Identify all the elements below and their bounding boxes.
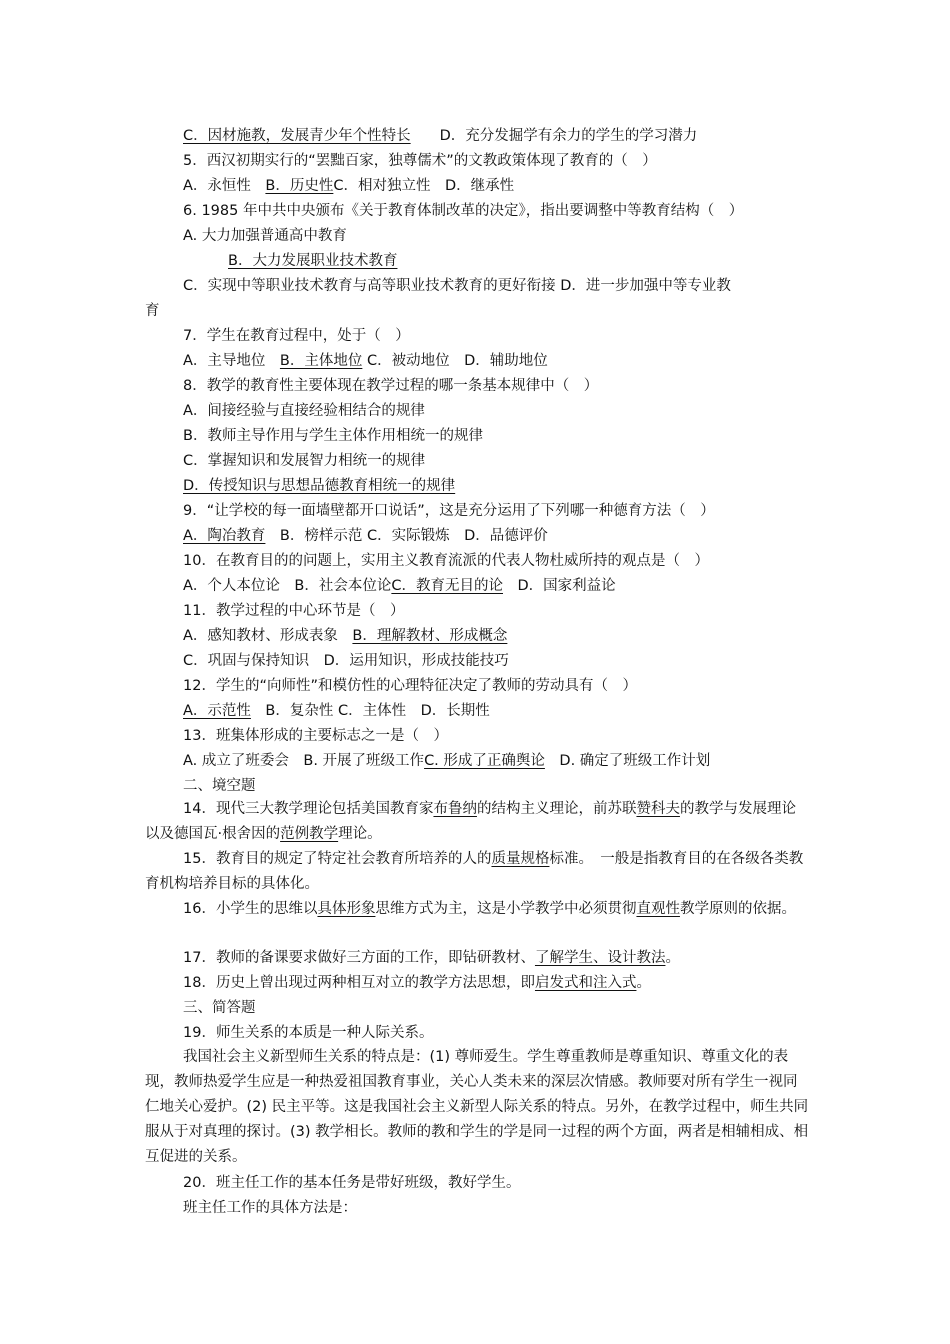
- q12-option-a-answer: A．示范性: [183, 703, 251, 719]
- q6-stem: 6. 1985 年中共中央颁布《关于教育体制改革的决定》，指出要调整中等教育结构（ ）: [183, 203, 744, 219]
- q7-options-line: [183, 351, 548, 371]
- q8-stem: 8．教学的教育性主要体现在教学过程的哪一条基本规律中（ ）: [183, 378, 599, 394]
- q12-option-bcd: B．复杂性 C．主体性 D．长期性: [250, 703, 490, 719]
- q16-answer-1: 具体形象: [317, 901, 376, 917]
- q5-options-line: [183, 176, 514, 196]
- q7-option-b-answer: B．主体地位: [279, 353, 363, 369]
- q8-option-d-answer: D．传授知识与思想品德教育相统一的规律: [183, 478, 456, 494]
- q15-paragraph: 15．教育目的规定了特定社会教育所培养的人的质量规格标准。 一般是指教育目的在各级各类教育机构培养目标的具体化。: [145, 851, 804, 892]
- q20-answer-body: 班主任工作的具体方法是：: [183, 1200, 357, 1216]
- q9-option-a-answer: A．陶冶教育: [183, 528, 266, 544]
- section-2-heading: 二、境空题: [183, 778, 256, 794]
- q5-option-cd: C．相对独立性 D．继承性: [333, 178, 515, 194]
- q13-option-c-answer: C. 形成了正确舆论: [424, 753, 545, 769]
- q17-line: 17．教师的备课要求做好三方面的工作，即钻研教材、了解学生、设计教法。: [183, 950, 680, 966]
- q9-option-bcd: B．榜样示范 C．实际锻炼 D．品德评价: [265, 528, 548, 544]
- q5-option-a: A．永恒性: [183, 178, 266, 194]
- q6-option-cd: C．实现中等职业技术教育与高等职业技术教育的更好衔接 D．进一步加强中等专业教: [183, 278, 731, 294]
- q10-option-c-answer: C．教育无目的论: [391, 578, 503, 594]
- q19-answer-body: 我国社会主义新型师生关系的特点是：(1) 尊师爱生。学生尊重教师是尊重知识、尊重文化的表现，教师热爱学生应是一种热爱祖国教育事业，关心人类未来的深层次情感。教师要对所有学生一视同仁地关心爱护。(2) 民主平等。这是我国社会主义新型人际关系的特点。另外，在教学过程中，师生共同服从于对真理的探讨。(3) 教学相长。教师的教和学生的学是同一过程的两个方面，两者是相辅相成、相互促进的关系。: [145, 1049, 809, 1165]
- q8-option-c: C．掌握知识和发展智力相统一的规律: [183, 453, 426, 469]
- q13-stem: 13．班集体形成的主要标志之一是（ ）: [183, 728, 448, 744]
- q6-option-b-answer: B．大力发展职业技术教育: [228, 253, 398, 269]
- q10-option-ab: A．个人本位论 B．社会本位论: [183, 578, 392, 594]
- q8-option-a: A．间接经验与直接经验相结合的规律: [183, 403, 425, 419]
- q10-options-line: [183, 576, 616, 596]
- section-3-heading: 三、简答题: [183, 1000, 256, 1016]
- q18-line: 18．历史上曾出现过两种相互对立的教学方法思想，即启发式和注入式。: [183, 975, 651, 991]
- q9-stem: 9．“让学校的每一面墙壁都开口说话”，这是充分运用了下列哪一种德育方法（ ）: [183, 503, 715, 519]
- q11-stem: 11．教学过程的中心环节是（ ）: [183, 603, 405, 619]
- q7-stem: 7．学生在教育过程中，处于（ ）: [183, 328, 410, 344]
- q12-options-line: [183, 701, 490, 721]
- q8-option-b: B．教师主导作用与学生主体作用相统一的规律: [183, 428, 483, 444]
- q11-option-cd: C．巩固与保持知识 D．运用知识，形成技能技巧: [183, 653, 509, 669]
- q5-option-b-answer: B．历史性: [265, 178, 334, 194]
- q17-answer: 了解学生、设计教法: [534, 950, 666, 966]
- q4-option-c-answer: C．因材施教，发展青少年个性特长: [183, 128, 411, 144]
- q16-answer-2: 直观性: [636, 901, 680, 917]
- q10-stem: 10．在教育目的的问题上，实用主义教育流派的代表人物杜威所持的观点是（ ）: [183, 553, 709, 569]
- q12-stem: 12．学生的“向师性”和模仿性的心理特征决定了教师的劳动具有（ ）: [183, 678, 637, 694]
- q19-stem: 19．师生关系的本质是一种人际关系。: [183, 1025, 434, 1041]
- q15-answer: 质量规格: [491, 851, 550, 867]
- q14-answer-2: 赞科夫: [636, 801, 680, 817]
- q11-option-a: A．感知教材、形成表象: [183, 628, 353, 644]
- q9-options-line: [183, 526, 548, 546]
- q13-option-d: D. 确定了班级工作计划: [544, 753, 711, 769]
- q5-stem: 5．西汉初期实行的“罢黜百家，独尊儒术”的文教政策体现了教育的（ ）: [183, 153, 657, 169]
- q7-option-cd: C．被动地位 D．辅助地位: [362, 353, 548, 369]
- q11-option-b-answer: B．理解教材、形成概念: [352, 628, 508, 644]
- q18-answer: 启发式和注入式: [534, 975, 637, 991]
- q13-option-ab: A. 成立了班委会 B. 开展了班级工作: [183, 753, 425, 769]
- q13-options-line: [183, 751, 710, 771]
- q14-answer-3: 范例教学: [280, 826, 339, 842]
- q11-options-line: [183, 626, 507, 646]
- q4-option-d: D．充分发掘学有余力的学生的学习潜力: [439, 128, 698, 144]
- q14-answer-1: 布鲁纳: [433, 801, 477, 817]
- q6-option-a: A. 大力加强普通高中教育: [183, 228, 347, 244]
- q6-option-cd-wrap: 育: [145, 303, 160, 319]
- q16-paragraph: 16．小学生的思维以具体形象思维方式为主，这是小学教学中必须贯彻直观性教学原则的依据。: [183, 901, 796, 917]
- q4-options-line: [183, 126, 697, 146]
- q14-paragraph: 14．现代三大教学理论包括美国教育家布鲁纳的结构主义理论，前苏联赞科夫的教学与发展理论以及德国瓦·根舍因的范例教学理论。: [145, 801, 796, 842]
- q10-option-d: D．国家利益论: [503, 578, 616, 594]
- q7-option-a: A．主导地位: [183, 353, 280, 369]
- q20-stem: 20．班主任工作的基本任务是带好班级，教好学生。: [183, 1175, 521, 1191]
